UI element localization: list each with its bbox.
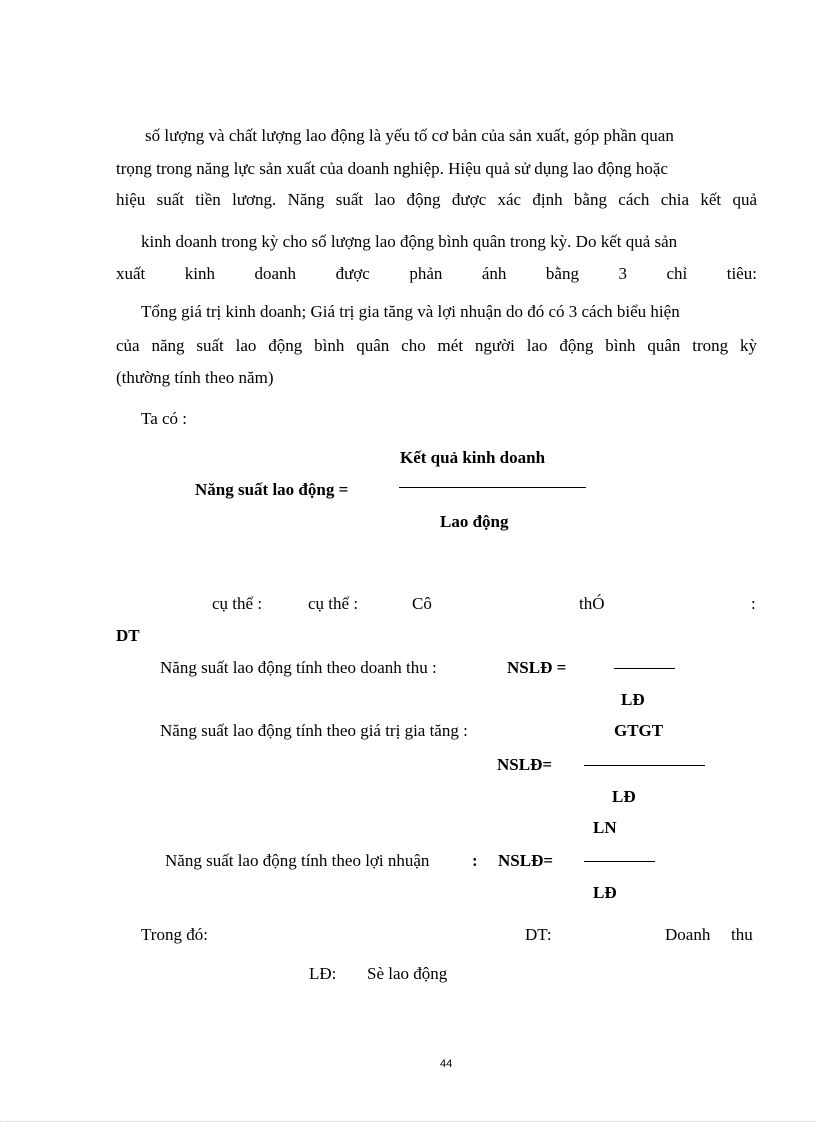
paragraph-line-2 — [116, 160, 757, 177]
paragraph-line-1: số lượng và chất lượng lao động là yếu tố cơ bản của sản xuất, góp phần quan — [145, 126, 674, 145]
cu-the-colon: : — [751, 594, 756, 613]
main-formula-denominator: Lao động — [440, 512, 509, 531]
cu-the-label-1: cụ thể : — [212, 594, 263, 613]
ta-co-label: Ta có : — [141, 409, 188, 428]
formula-profit-lhs: NSLĐ= — [498, 851, 554, 870]
formula-value-added-lhs: NSLĐ= — [497, 755, 553, 774]
paragraph-line-6: Tổng giá trị kinh doanh; Giá trị gia tăng và lợi nhuận do đó có 3 cách biểu hiện — [141, 302, 680, 321]
formula-profit-colon: : — [472, 851, 478, 870]
word: kinh — [184, 264, 216, 283]
paragraph-line-5 — [116, 265, 757, 282]
formula-revenue-fraction-bar — [614, 668, 675, 669]
page-number: 44 — [440, 1058, 453, 1070]
word: tiêu: — [726, 264, 757, 283]
cu-the-fragment-2: thÓ — [579, 594, 605, 613]
main-formula-lhs: Năng suất lao động = — [195, 480, 349, 499]
formula-profit-denominator: LĐ — [593, 883, 617, 902]
paragraph-line-3: hiệu suất tiền lương. Năng suất lao động được xác định bằng cách chia kết quả — [116, 190, 757, 209]
paragraph-line-2-text: trọng trong năng lực sản xuất của doanh nghiệp. Hiệu quả sử dụng lao động hoặc — [116, 159, 668, 178]
cu-the-fragment-1: Cô — [412, 594, 432, 613]
legend-dt-value-1: Doanh — [665, 925, 711, 944]
cu-the-label-2: cụ thể : — [308, 594, 359, 613]
legend-ld-value: Sè lao động — [367, 964, 448, 983]
formula-value-added-numerator: GTGT — [614, 721, 664, 740]
legend-dt-value-2: thu — [731, 925, 753, 944]
paragraph-line-7: của năng suất lao động bình quân cho mét người lao động bình quân trong kỳ — [116, 336, 757, 355]
main-formula-numerator: Kết quả kinh doanh — [400, 448, 546, 467]
paragraph-line-8: (thường tính theo năm) — [116, 368, 274, 387]
main-formula-fraction-bar — [399, 487, 586, 488]
paragraph-line-4: kinh doanh trong kỳ cho số lượng lao động bình quân trong kỳ. Do kết quả sản — [141, 232, 678, 251]
page-bottom-border — [0, 1121, 816, 1122]
word: bằng — [545, 264, 579, 283]
formula-revenue-lhs: NSLĐ = — [507, 658, 567, 677]
formula-value-added-label: Năng suất lao động tính theo giá trị gia tăng : — [160, 721, 468, 740]
formula-profit-numerator: LN — [593, 818, 617, 837]
word: doanh — [254, 264, 297, 283]
formula-value-added-denominator: LĐ — [612, 787, 636, 806]
word: phản — [409, 264, 443, 283]
formula-profit-label: Năng suất lao động tính theo lợi nhuận — [165, 851, 430, 870]
formula-profit-fraction-bar — [584, 861, 655, 862]
word: chỉ — [666, 264, 688, 283]
legend-ld-key: LĐ: — [309, 964, 337, 983]
legend-dt-key: DT: — [525, 925, 552, 944]
formula-value-added-fraction-bar — [584, 765, 705, 766]
formula-revenue-label: Năng suất lao động tính theo doanh thu : — [160, 658, 437, 677]
legend-trong-do: Trong đó: — [141, 925, 208, 944]
word: 3 — [618, 264, 627, 283]
dt-numerator-label: DT — [116, 626, 140, 645]
word: ánh — [481, 264, 507, 283]
formula-revenue-denominator: LĐ — [621, 690, 645, 709]
word: xuất — [116, 264, 146, 283]
word: được — [335, 264, 370, 283]
